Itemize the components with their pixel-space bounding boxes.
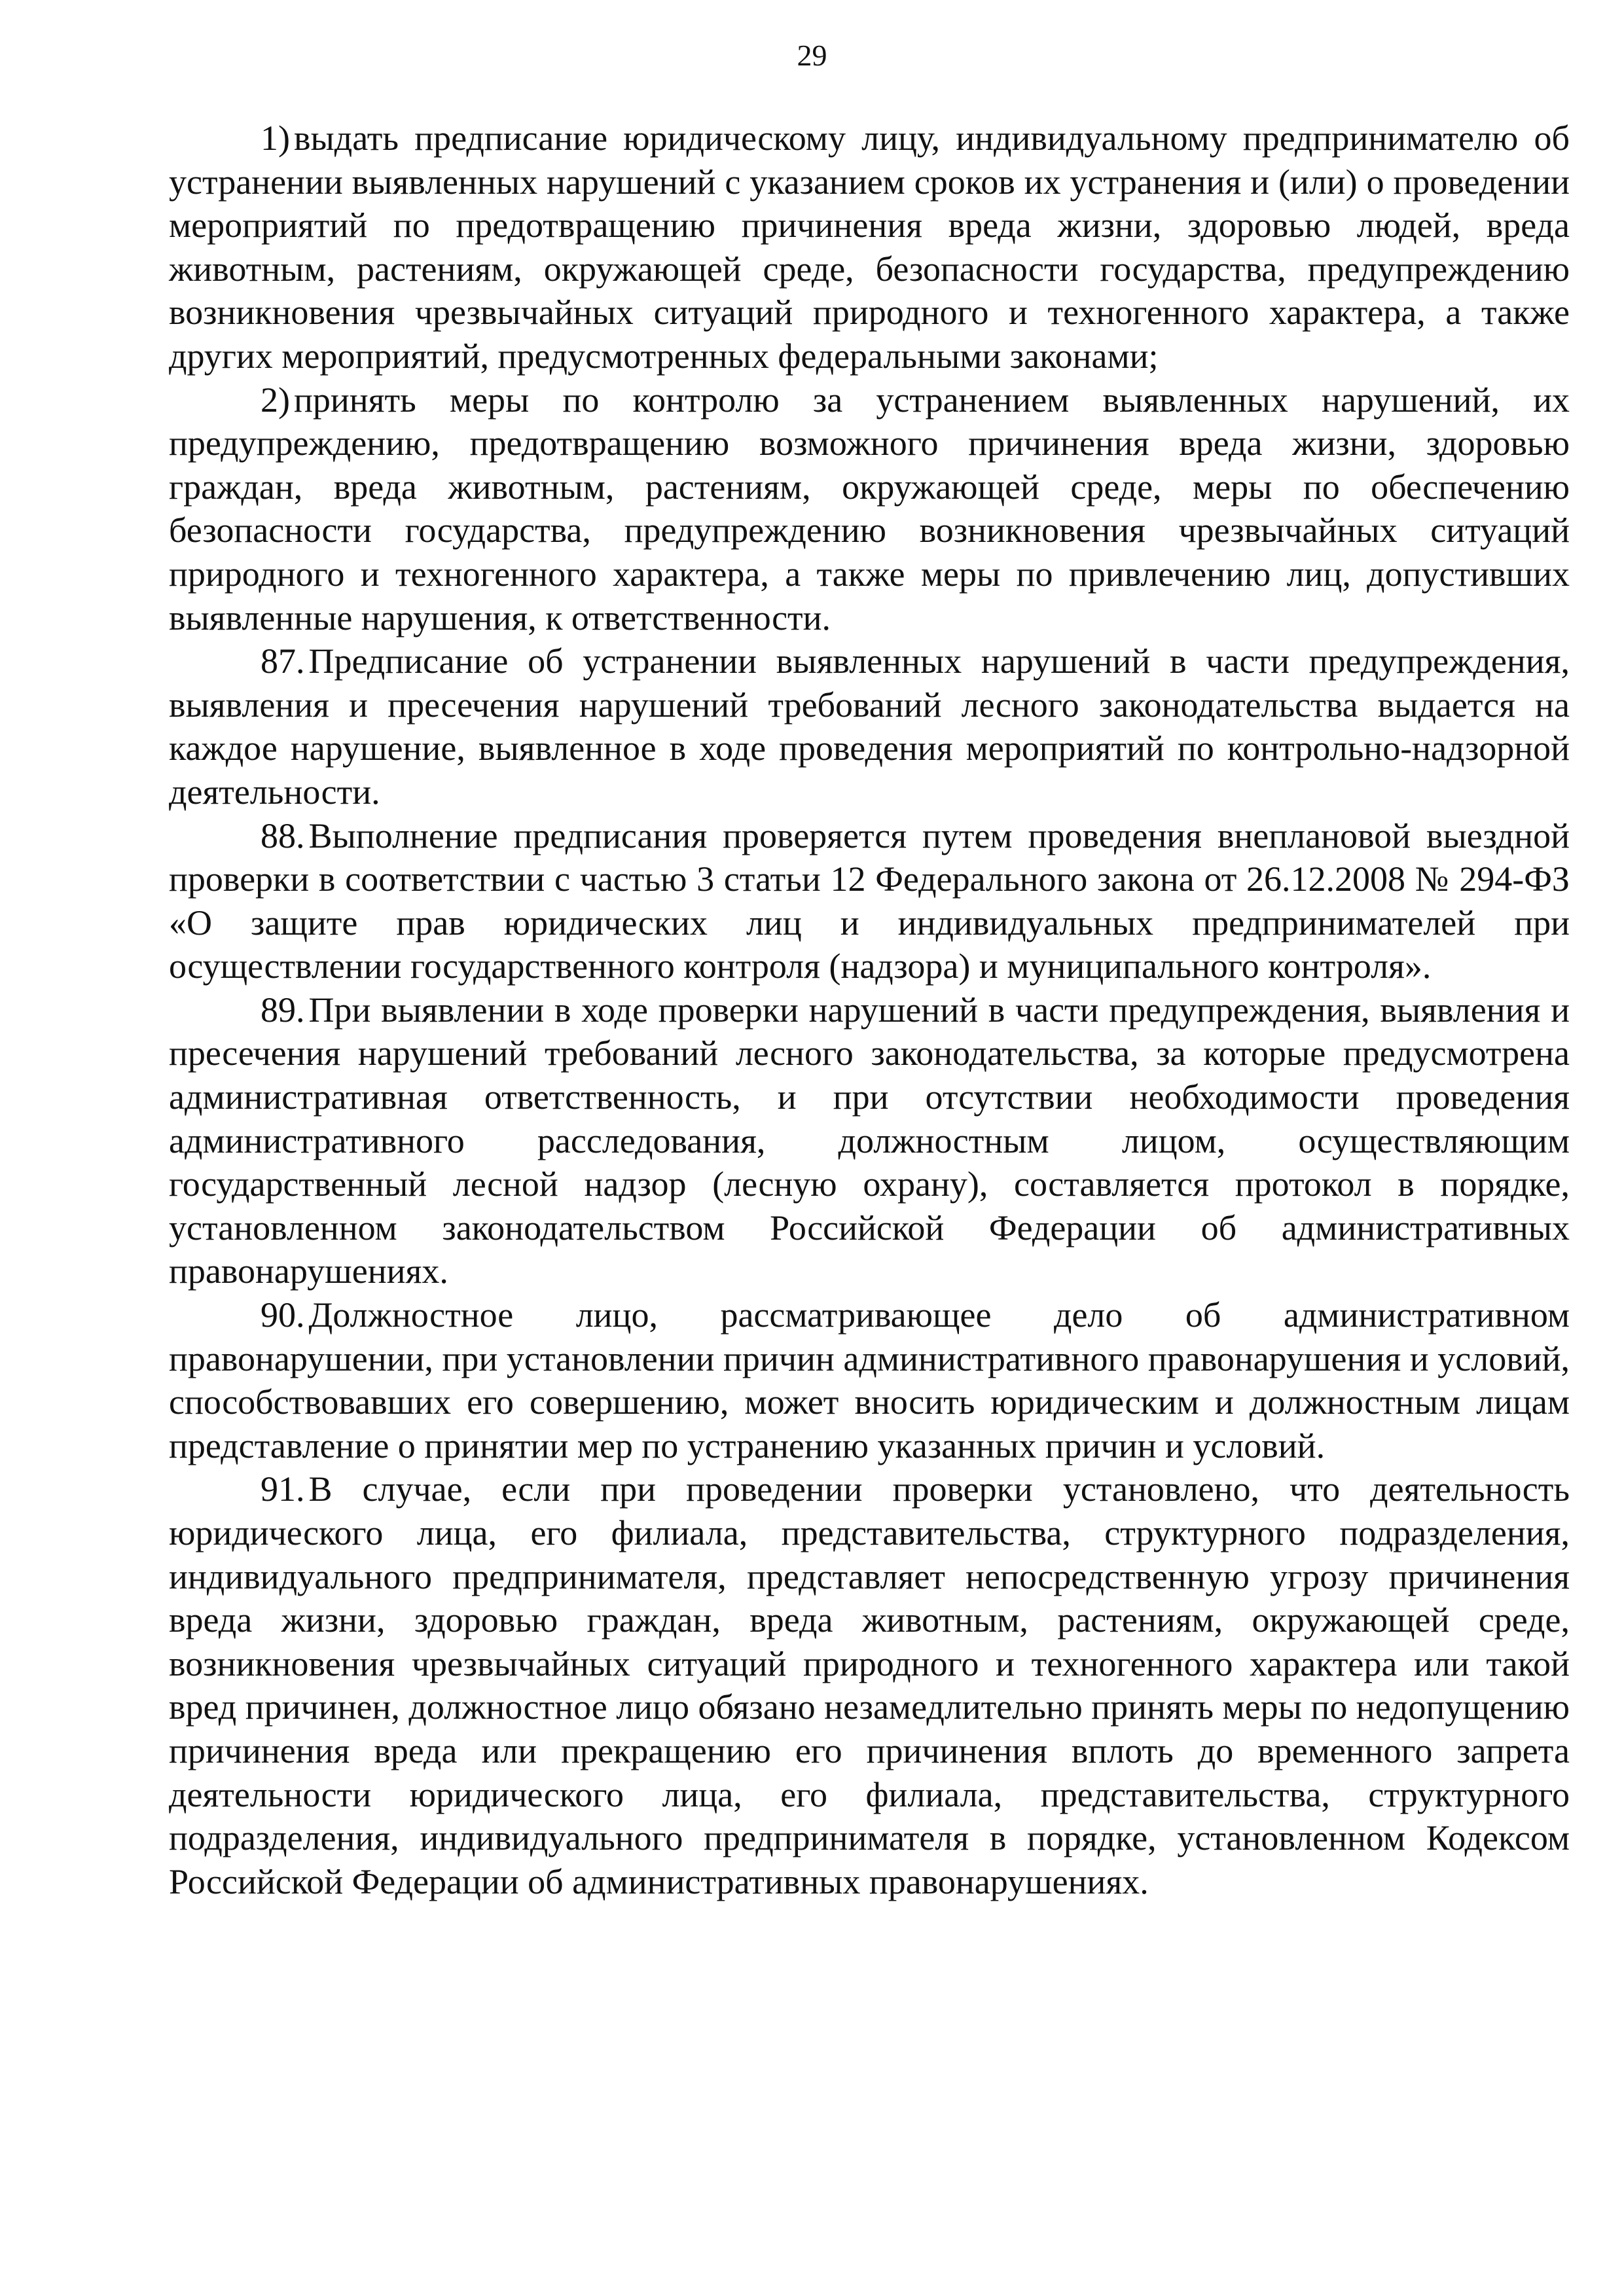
paragraph-text: Предписание об устранении выявленных нарушений в части предупреждения, выявления и пресечения нарушений требований лесного законодательства выдается на каждое нарушение, выявленное в ходе проведения мероприятий по контрольно-надзорной деятельности. <box>169 641 1570 812</box>
paragraph-item-2 <box>169 378 1570 640</box>
item-number: 2) <box>261 380 290 420</box>
paragraph-90 <box>169 1293 1570 1467</box>
paragraph-text: При выявлении в ходе проверки нарушений в части предупреждения, выявления и пресечения нарушений требований лесного законодательства, за которые предусмотрена административная ответственность, и при отсутствии необходимости проведения административного расследования, должностным лицом, осуществляющим государственный лесной надзор (лесную охрану), составляется протокол в порядке, установленном законодательством Российской Федерации об административных правонарушениях. <box>169 990 1570 1291</box>
paragraph-88 <box>169 814 1570 988</box>
paragraph-text: выдать предписание юридическому лицу, индивидуальному предпринимателю об устранении выявленных нарушений с указанием сроков их устранения и (или) о проведении мероприятий по предотвращению причинения вреда жизни, здоровью людей, вреда животным, растениям, окружающей среде, безопасности государства, предупреждению возникновения чрезвычайных ситуаций природного и техногенного характера, а также других мероприятий, предусмотренных федеральными законами; <box>169 118 1570 376</box>
paragraph-number: 89. <box>261 990 305 1030</box>
item-number: 1) <box>261 118 290 158</box>
paragraph-number: 91. <box>261 1469 305 1509</box>
page-number: 29 <box>797 39 827 72</box>
paragraph-87 <box>169 639 1570 814</box>
paragraph-text: В случае, если при проведении проверки установлено, что деятельность юридического лица, его филиала, представительства, структурного подразделения, индивидуального предпринимателя, представляет непосредственную угрозу причинения вреда жизни, здоровью граждан, вреда животным, растениям, окружающей среде, возникновения чрезвычайных ситуаций природного и техногенного характера или такой вред причинен, должностное лицо обязано незамедлительно принять меры по недопущению причинения вреда или прекращению его причинения вплоть до временного запрета деятельности юридического лица, его филиала, представительства, структурного подразделения, индивидуального предпринимателя в порядке, установленном Кодексом Российской Федерации об административных правонарушениях. <box>169 1469 1570 1901</box>
paragraph-number: 87. <box>261 641 305 681</box>
paragraph-text: Выполнение предписания проверяется путем проведения внеплановой выездной проверки в соответствии с частью 3 статьи 12 Федерального закона от 26.12.2008 № 294-ФЗ «О защите прав юридических лиц и индивидуальных предпринимателей при осуществлении государственного контроля (надзора) и муниципального контроля». <box>169 816 1570 986</box>
paragraph-text: Должностное лицо, рассматривающее дело об административном правонарушении, при установлении причин административного правонарушения и условий, способствовавших его совершению, может вносить юридическим и должностным лицам представление о принятии мер по устранению указанных причин и условий. <box>169 1295 1570 1465</box>
paragraph-item-1 <box>169 117 1570 378</box>
document-body <box>169 117 1570 1903</box>
paragraph-number: 90. <box>261 1295 305 1335</box>
paragraph-text: принять меры по контролю за устранением выявленных нарушений, их предупреждению, предотвращению возможного причинения вреда жизни, здоровью граждан, вреда животным, растениям, окружающей среде, меры по обеспечению безопасности государства, предупреждению возникновения чрезвычайных ситуаций природного и техногенного характера, а также меры по привлечению лиц, допустивших выявленные нарушения, к ответственности. <box>169 380 1570 637</box>
paragraph-89 <box>169 988 1570 1293</box>
paragraph-91 <box>169 1467 1570 1903</box>
paragraph-number: 88. <box>261 816 305 855</box>
